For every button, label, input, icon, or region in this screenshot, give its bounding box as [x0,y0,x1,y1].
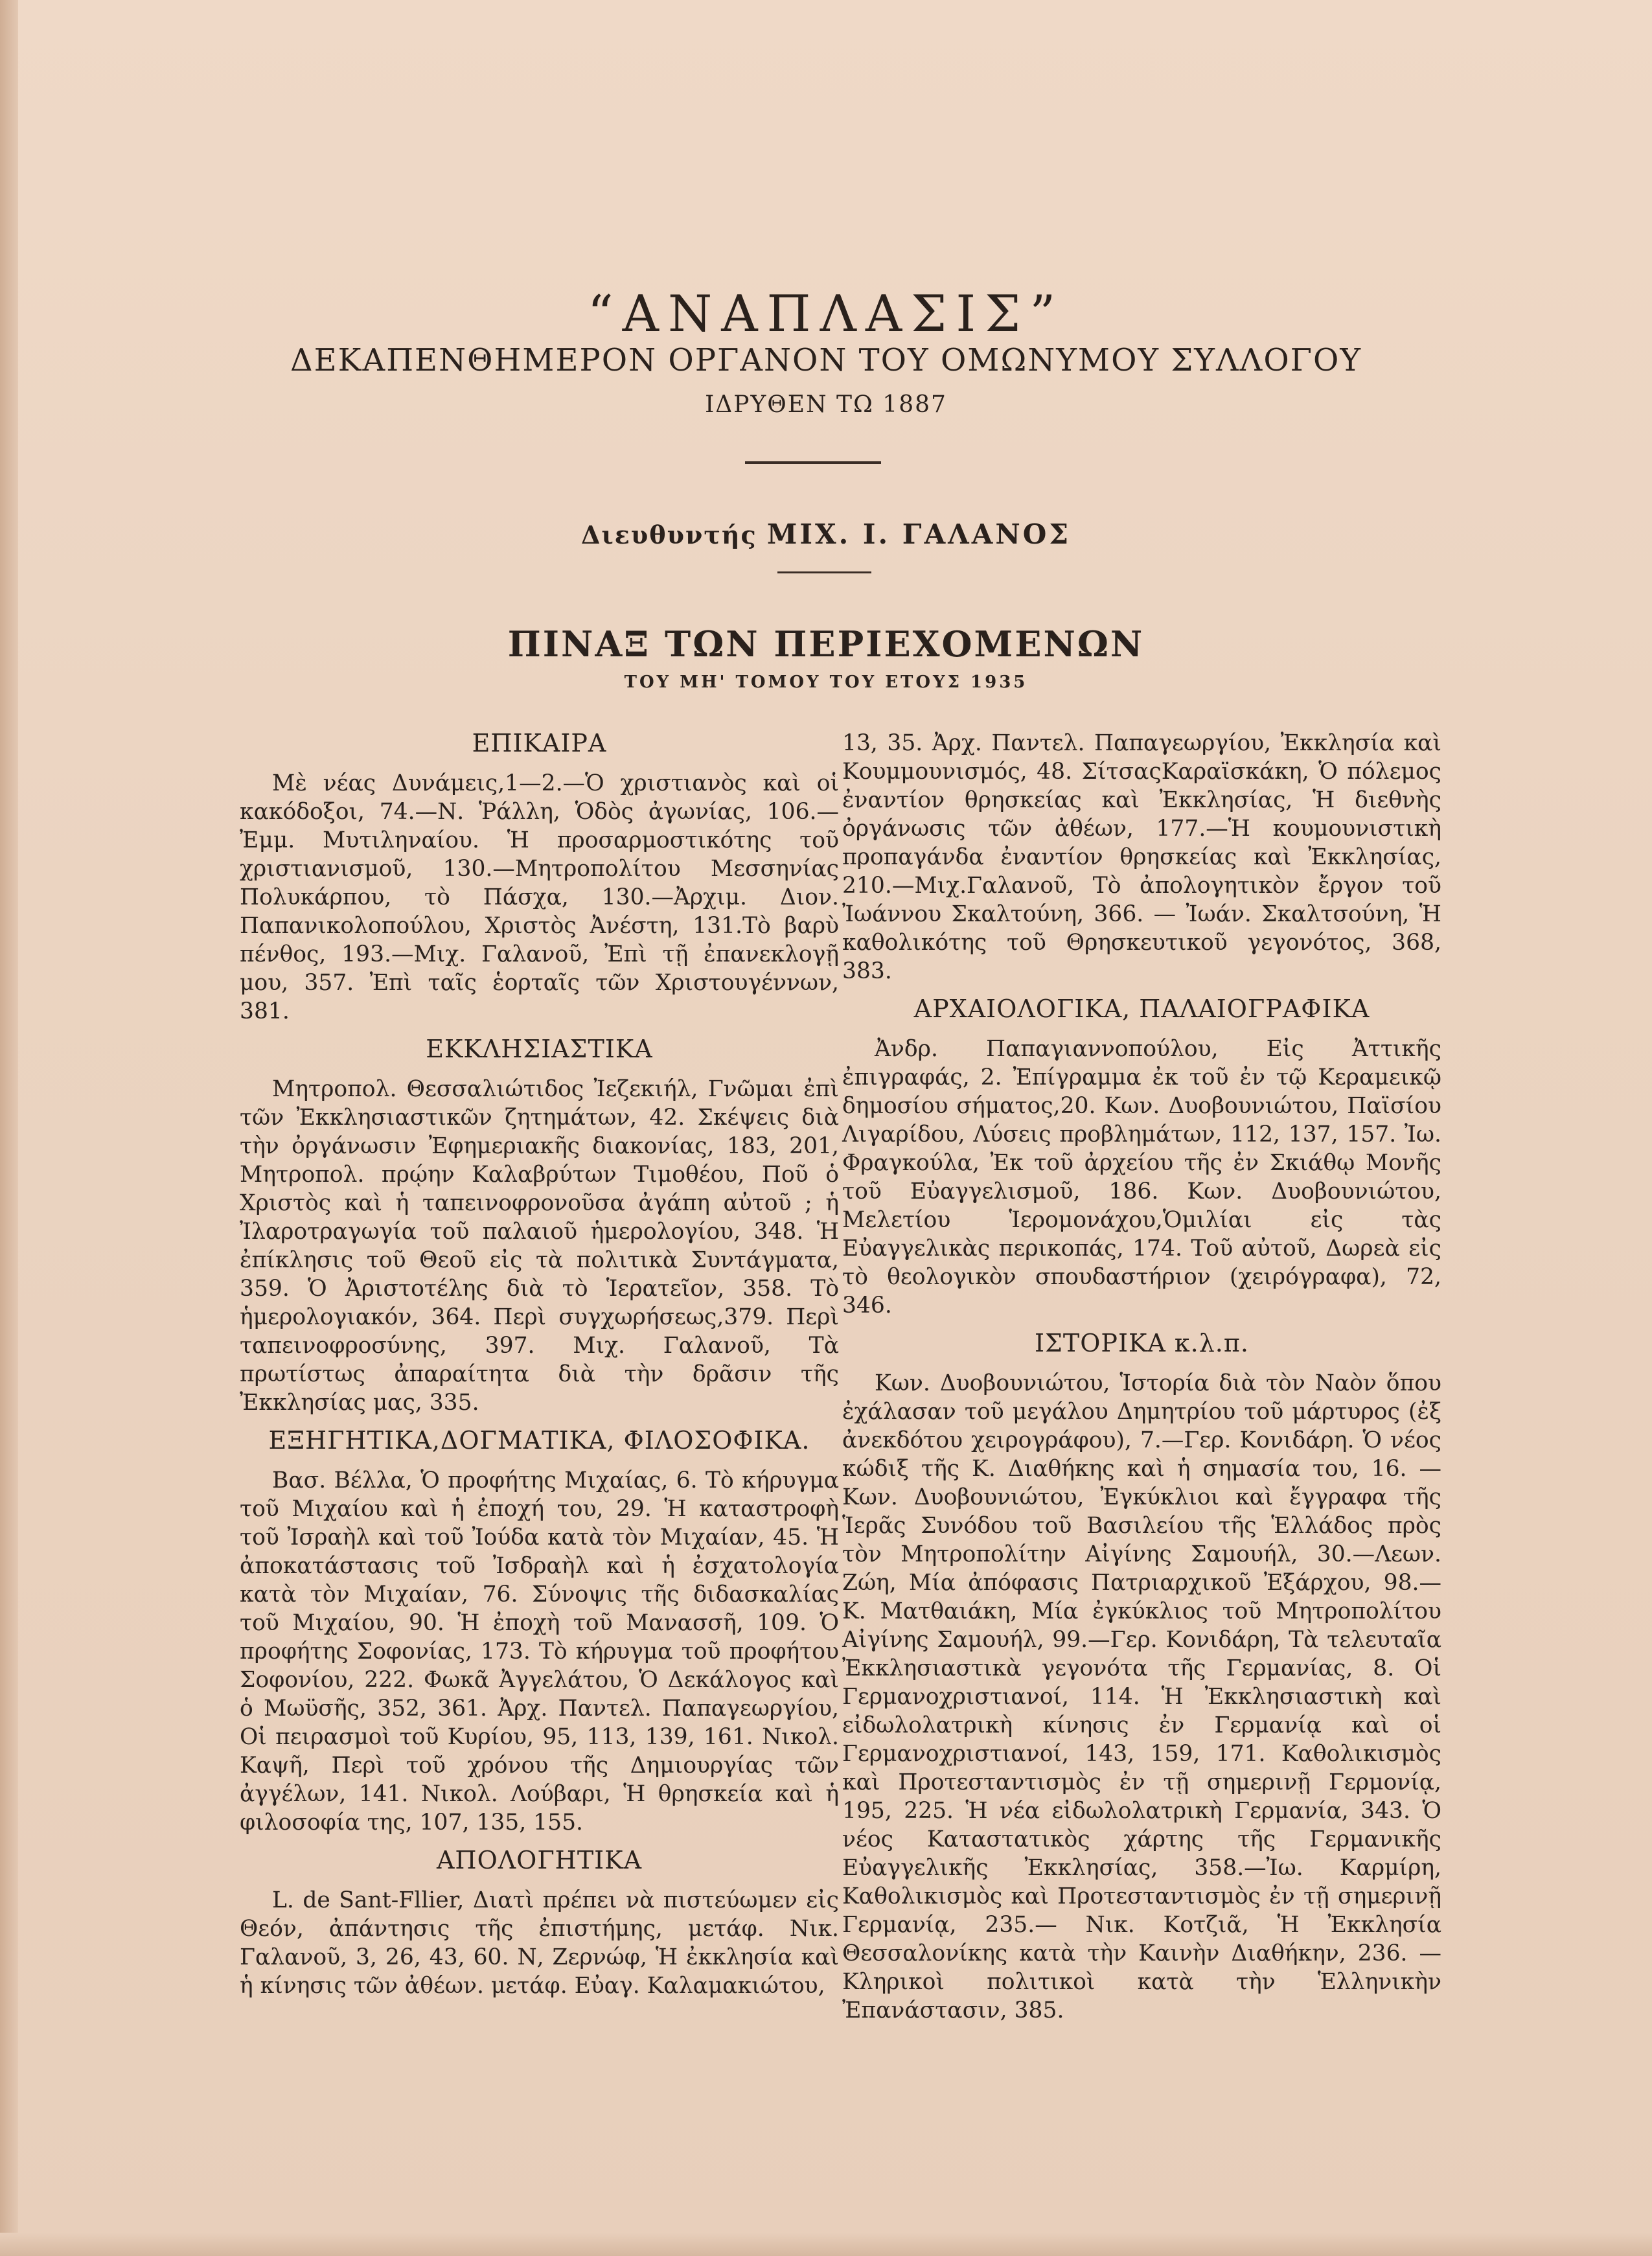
section-text-epikaira: Μὲ νέας Δυνάμεις,1—2.—Ὁ χριστιανὸς καὶ οἱ κακόδοξοι, 74.—Ν. Ῥάλλη, Ὁδὸς ἀγωνίας, 106.—Ἐμμ. Μυτιληναίου. Ἡ προσαρμοστικότης τοῦ χριστιανισμοῦ, 130.—Μητροπολίτου Μεσσηνίας Πολυκάρπου, τὸ Πάσχα, 130.—Ἀρχιμ. Διον. Παπανικολοπούλου, Χριστὸς Ἀνέστη, 131.Τὸ βαρὺ πένθος, 193.—Μιχ. Γαλανοῦ, Ἐπὶ τῇ ἐπανεκλογῇ μου, 357. Ἐπὶ ταῖς ἑορταῖς τῶν Χριστουγέννων, 381. [240,770,839,1024]
founded-line: ΙΔΡΥΘΕΝ ΤΩ 1887 [705,391,947,418]
right-column [842,729,1441,2029]
section-text-ekklisiastika: Μητροπολ. Θεσσαλιώτιδος Ἰεζεκιήλ, Γνῶμαι ἐπὶ τῶν Ἐκκλησιαστικῶν ζητημάτων, 42. Σκέψεις διὰ τὴν ὀργάνωσιν Ἐφημεριακῆς διακονίας, 183, 201, Μητροπολ. πρῴην Καλαβρύτων Τιμοθέου, Ποῦ ὁ Χριστὸς καὶ ἡ ταπεινοφρονοῦσα ἀγάπη αὐτοῦ ; ἡ Ἰλαροτραγωγία τοῦ παλαιοῦ ἡμερολογίου, 348. Ἡ ἐπίκλησις τοῦ Θεοῦ εἰς τὰ πολιτικὰ Συντάγματα, 359. Ὁ Ἀριστοτέλης διὰ τὸ Ἱερατεῖον, 358. Τὸ ἡμερολογιακόν, 364. Περὶ συγχωρήσεως,379. Περὶ ταπεινοφροσύνης, 397. Μιχ. Γαλανοῦ, Τὰ πρωτίστως ἀπαραίτητα διὰ τὴν δρᾶσιν τῆς Ἐκκλησίας μας, 335. [240,1076,839,1416]
section-text-apologitika-continued: 13, 35. Ἀρχ. Παντελ. Παπαγεωργίου, Ἐκκλησία καὶ Κουμμουνισμός, 48. ΣίτσαςΚαραϊσκάκη, Ὁ πόλεμος ἐναντίον θρησκείας καὶ Ἐκκλησίας, Ἡ διεθνὴς ὀργάνωσις τῶν ἀθέων, 177.—Ἡ κουμουνιστικὴ προπαγάνδα ἐναντίον θρησκείας καὶ Ἐκκλησίας, 210.—Μιχ.Γαλανοῦ, Τὸ ἀπολογητικὸν ἔργον τοῦ Ἰωάννου Σκαλτούνη, 366. — Ἰωάν. Σκαλτσούνη, Ἡ καθολικότης τοῦ Θρησκευτικοῦ γεγονότος, 368, 383. [842,730,1441,984]
director-name: ΜΙΧ. Ι. ΓΑΛΑΝΟΣ [766,518,1072,550]
left-column [240,729,839,2004]
toc-title: ΠΙΝΑΞ ΤΩΝ ΠΕΡΙΕΧΟΜΕΝΩΝ [507,623,1145,665]
section-text-exigitika: Βασ. Βέλλα, Ὁ προφήτης Μιχαίας, 6. Τὸ κήρυγμα τοῦ Μιχαίου καὶ ἡ ἐποχή του, 29. Ἡ καταστροφὴ τοῦ Ἰσραὴλ καὶ τοῦ Ἰούδα κατὰ τὸν Μιχαίαν, 45. Ἡ ἀποκατάστασις τοῦ Ἰσδραὴλ καὶ ἡ ἐσχατολογία κατὰ τὸν Μιχαίαν, 76. Σύνοψις τῆς διδασκαλίας τοῦ Μιχαίου, 90. Ἡ ἐποχὴ τοῦ Μανασσῆ, 109. Ὁ προφήτης Σοφονίας, 173. Τὸ κήρυγμα τοῦ προφήτου Σοφονίου, 222. Φωκᾶ Ἀγγελάτου, Ὁ Δεκάλογος καὶ ὁ Μωϋσῆς, 352, 361. Ἀρχ. Παντελ. Παπαγεωργίου, Οἱ πειρασμοὶ τοῦ Κυρίου, 95, 113, 139, 161. Νικολ. Καψῆ, Περὶ τοῦ χρόνου τῆς Δημιουργίας τῶν ἀγγέλων, 141. Νικολ. Λούβαρι, Ἡ θρησκεία καὶ ἡ φιλοσοφία της, 107, 135, 155. [240,1468,839,1836]
section-text-archaiologika: Ἀνδρ. Παπαγιαννοπούλου, Εἰς Ἀττικῆς ἐπιγραφάς, 2. Ἐπίγραμμα ἐκ τοῦ ἐν τῷ Κεραμεικῷ δημοσίου σήματος,20. Κων. Δυοβουνιώτου, Παϊσίου Λιγαρίδου, Λύσεις προβλημάτων, 112, 137, 157. Ἰω. Φραγκούλα, Ἐκ τοῦ ἀρχείου τῆς ἐν Σκιάθῳ Μονῆς τοῦ Εὐαγγελισμοῦ, 186. Κων. Δυοβουνιώτου, Μελετίου Ἱερομονάχου,Ὁμιλίαι εἰς τὰς Εὐαγγελικὰς περικοπάς, 174. Τοῦ αὐτοῦ, Δωρεὰ εἰς τὸ θεολογικὸν σπουδαστήριον (χειρόγραφα), 72, 346. [842,1036,1441,1318]
section-text-istorika: Κων. Δυοβουνιώτου, Ἱστορία διὰ τὸν Ναὸν ὅπου ἐχάλασαν τοῦ μεγάλου Δημητρίου τοῦ μάρτυρος (ἐξ ἀνεκδότου χειρογράφου), 7.—Γερ. Κονιδάρη. Ὁ νέος κώδιξ τῆς Κ. Διαθήκης καὶ ἡ σημασία του, 16. —Κων. Δυοβουνιώτου, Ἐγκύκλιοι καὶ ἔγγραφα τῆς Ἱερᾶς Συνόδου τοῦ Βασιλείου τῆς Ἑλλάδος πρὸς τὸν Μητροπολίτην Αἰγίνης Σαμουήλ, 30.—Λεων. Ζώη, Μία ἀπόφασις Πατριαρχικοῦ Ἐξάρχου, 98.— Κ. Ματθαιάκη, Μία ἐγκύκλιος τοῦ Μητροπολίτου Αἰγίνης Σαμουήλ, 99.—Γερ. Κονιδάρη, Τὰ τελευταῖα Ἐκκλησιαστικὰ γεγονότα τῆς Γερμανίας, 8. Οἱ Γερμανοχριστιανοί, 114. Ἡ Ἐκκλησιαστικὴ καὶ εἰδωλολατρικὴ κίνησις ἐν Γερμανίᾳ καὶ οἱ Γερμανοχριστιανοί, 143, 159, 171. Καθολικισμὸς καὶ Προτεσταντισμὸς ἐν τῇ σημερινῇ Γερμονίᾳ, 195, 225. Ἡ νέα εἰδωλολατρικὴ Γερμανία, 343. Ὁ νέος Καταστατικὸς χάρτης τῆς Γερμανικῆς Εὐαγγελικῆς Ἐκκλησίας, 358.—Ἰω. Καρμίρη, Καθολικισμὸς καὶ Προτεσταντισμὸς ἐν τῇ σημερινῇ Γερμανίᾳ, 235.— Νικ. Κοτζιᾶ, Ἡ Ἐκκλησία Θεσσαλονίκης κατὰ τὴν Καινὴν Διαθήκην, 236. — Κληρικοὶ πολιτικοὶ κατὰ τὴν Ἑλληνικὴν Ἐπανάστασιν, 385. [842,1370,1441,2023]
header-divider [745,461,881,464]
section-heading-ekklisiastika: ΕΚΚΛΗΣΙΑΣΤΙΚΑ [426,1035,653,1063]
section-text-apologitika: L. de Sant-Fllier, Διατὶ πρέπει νὰ πιστεύωμεν εἰς Θεόν, ἀπάντησις τῆς ἐπιστήμης, μετάφ. Νικ. Γαλανοῦ, 3, 26, 43, 60. Ν, Ζερνώφ, Ἡ ἐκκλησία καὶ ἡ κίνησις τῶν ἀθέων. μετάφ. Εὐαγ. Καλαμακιώτου, [240,1887,839,1999]
section-heading-archaiologika: ΑΡΧΑΙΟΛΟΓΙΚΑ, ΠΑΛΑΙΟΓΡΑΦΙΚΑ [913,995,1370,1023]
masthead-title: “ΑΝΑΠΛΑΣΙΣ” [587,285,1065,343]
director-line [0,518,1652,550]
section-heading-istorika: ΙΣΤΟΡΙΚΑ κ.λ.π. [1035,1329,1249,1357]
masthead-subtitle: ΔΕΚΑΠΕΝΘΗΜΕΡΟΝ ΟΡΓΑΝΟΝ ΤΟΥ ΟΜΩΝΥΜΟΥ ΣΥΛΛΟΓΟΥ [290,342,1362,378]
section-heading-apologitika: ΑΠΟΛΟΓΗΤΙΚΑ [436,1846,643,1874]
director-label: Διευθυντής [580,520,757,549]
section-heading-exigitika: ΕΞΗΓΗΤΙΚΑ,ΔΟΓΜΑΤΙΚΑ, ΦΙΛΟΣΟΦΙΚΑ. [268,1426,810,1455]
toc-subtitle: ΤΟΥ ΜΗ' ΤΟΜΟΥ ΤΟΥ ΕΤΟΥΣ 1935 [624,673,1028,692]
paper-bottom-edge [0,2233,1652,2256]
section-heading-epikaira: ΕΠΙΚΑΙΡΑ [472,729,607,757]
director-divider [777,571,871,573]
